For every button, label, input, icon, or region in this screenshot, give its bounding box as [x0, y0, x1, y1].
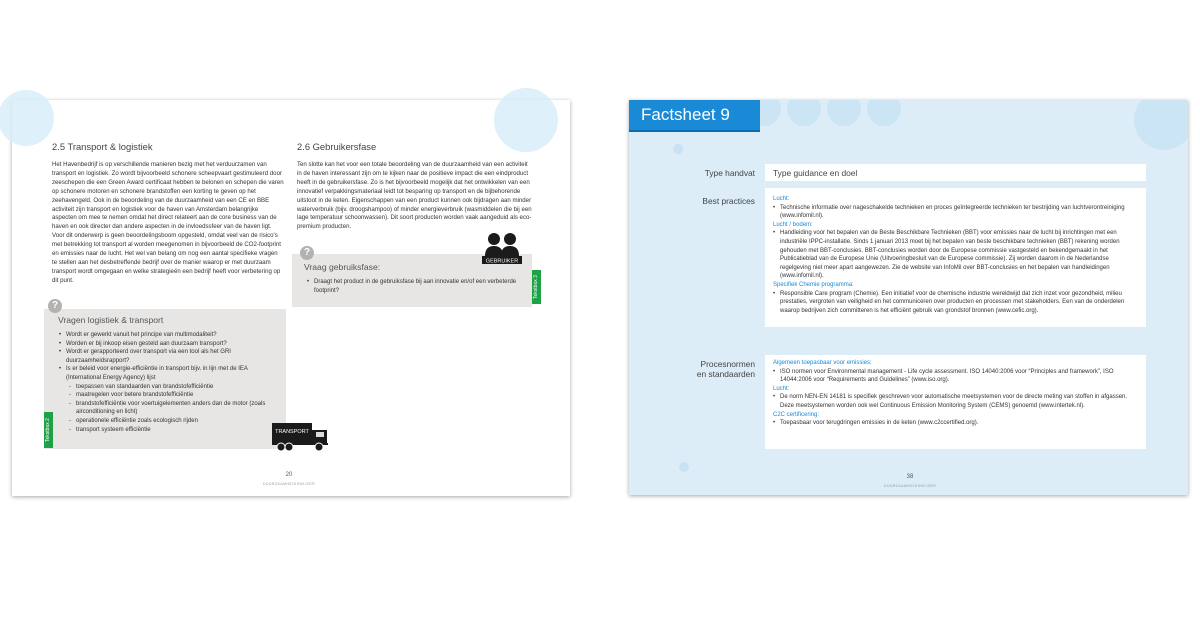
best-practices-content	[773, 195, 1139, 315]
left-page	[12, 100, 570, 496]
footer-brand: DUURZAAMHEIDSWIJZER	[262, 482, 316, 486]
textbox-tab: Tekstbox 2	[44, 412, 53, 448]
procesnormen-label	[649, 359, 755, 379]
section-body: Het Havenbedrijf is op verschillende manieren bezig met het verduurzamen van transport en logistiek. Zo wordt bijvoorbeeld schonere scheepvaart gestimuleerd door zeeschepen die een Green Award certificaat hebben te belonen en schepen die varen op schonere motoren en schonere brandstoffen een korting te geven op het zeehavengeld. Ook in de beoordeling van de duurzaamheid van een CE en BBE activiteit zijn transport en logistiek voor de haven van Amsterdam belangrijke aspecten om mee te nemen omdat het direct relateert aan de core business van de haven en ook directer dan andere aspecten in de invloedssfeer van de haven ligt. Voor dit onderwerp is geen beoordelingsboom opgesteld, omdat veel van de risico's met betrekking tot transport al worden meegenomen in bijvoorbeeld de CO2-footprint en emissies naar de lucht. Het wel van belang om nog een aantal specifieke vragen te stellen aan het desbetreffende bedrijf over de manier waarop er met duurzaam transport wordt omgegaan en welke strategieën een bedrijf heeft voor verbetering op dit punt.	[52, 161, 284, 284]
decorative-circle	[827, 100, 861, 126]
question-icon: ?	[300, 246, 314, 260]
type-label: Type handvat	[704, 168, 755, 178]
subheading: Algemeen toepasbaar voor emissies:	[773, 360, 872, 366]
list-item: - toepassen van standaarden van brandstofefficiëntie	[58, 383, 280, 392]
section-title: 2.6 Gebruikersfase	[297, 141, 377, 152]
list-item: • Wordt er gewerkt vanuit het principe van multimodaliteit?	[58, 331, 280, 340]
question-list	[306, 278, 524, 295]
box-title: Vragen logistiek & transport	[58, 315, 164, 325]
pin-icon	[679, 462, 689, 472]
bullet-item: • ISO normen voor Environmental management - Life cycle assessment. ISO 14040:2006 voor “Principles and framework”, ISO 14044:2006 voor “Requirements and Guidelines” (www.iso.org).	[773, 368, 1139, 385]
right-page	[629, 100, 1188, 495]
bullet-item: • Toepasbaar voor terugdringen emissies in de keten (www.c2ccertified.org).	[773, 419, 1139, 428]
subheading: Lucht:	[773, 196, 790, 202]
procesnormen-label-line1: Procesnormen	[700, 359, 755, 369]
textbox-tab: Tekstbox 3	[532, 270, 541, 304]
bullet-item: • De norm NEN-EN 14181 is specifiek geschreven voor automatische meetsystemen voor de directe meting van stoffen in afgassen. Deze meetsystemen worden ook wel Continuous Emission Monitoring System (CEMS) genoemd (www.intertek.nl).	[773, 393, 1139, 410]
list-item: - maatregelen voor betere brandstofefficiëntie	[58, 391, 280, 400]
bullet-item: • Handleiding voor het bepalen van de Beste Beschikbare Technieken (BBT) voor emissies naar de lucht bij inrichtingen met een industriële IPPC-installatie. Sinds 1 januari 2013 moet bij het bepalen van beste beschikbare technieken (BBT) rekening worden gehouden met BBT-conclusies. BBT-conclusies worden door de Europese commissie vastgesteld en bekendgemaakt in het Publicatieblad van de Europese Unie (Uitvoeringbesluit van de Europese commissie). Zij worden daarom in de Nederlandse regelgeving niet meer apart aangewezen. Zie de website van InfoMil over BBT-conclusies en het bepalen van handleidingen (www.infomil.nl).	[773, 229, 1139, 281]
list-item: - operationele efficiëntie zoals ecologisch rijden	[58, 417, 280, 426]
subheading: Lucht / bodem:	[773, 221, 813, 228]
factsheet-header: Factsheet 9	[629, 100, 760, 130]
truck-label: TRANSPORT	[275, 429, 309, 435]
list-item: - brandstofefficiëntie voor voertuigelementen anders dan de motor (zoals airconditioning en licht)	[58, 400, 280, 417]
section-gebruikersfase	[297, 141, 532, 232]
type-value: Type guidance en doel	[773, 168, 858, 178]
users-icon	[480, 230, 524, 266]
transport-truck-icon	[271, 420, 331, 452]
section-body: Ten slotte kan het voor een totale beoordeling van de duurzaamheid van een activiteit in de haven interessant zijn om te kijken naar de positieve impact die een eindproduct heeft in de gebruikersfase. Zo is het bijvoorbeeld mogelijk dat het ontwikkelen van een innovatief verpakkingsmateriaal leidt tot besparing op transport en de bijbehorende uitstoot in de keten. Eigenschappen van een product kunnen ook bijdragen aan minder waterverbruik (bijv. droogshampoo) of minder energieverbruik (wasmiddelen die bij een lage temperatuur schoonwassen). Dit soort producten worden vaak aangeduid als eco-premium producten.	[297, 161, 532, 231]
decorative-circle-left	[0, 90, 54, 146]
list-item: • Draagt het product in de gebruiksfase bij aan innovatie en/of een verbeterde footprint?	[306, 278, 524, 295]
list-item: • Wordt er gerapporteerd over transport via een tool als het GRI duurzaamheidsrapport?	[58, 348, 280, 365]
users-label: GEBRUIKER	[485, 258, 519, 265]
section-transport	[52, 141, 284, 286]
page-number: 38	[906, 474, 914, 480]
list-item: - transport systeem efficiëntie	[58, 426, 280, 435]
question-list	[58, 331, 280, 434]
best-practices-label: Best practices	[702, 196, 755, 206]
page-number: 20	[285, 472, 293, 478]
pin-icon	[673, 144, 683, 154]
bullet-item: • Responsible Care program (Chemie). Een initiatief voor de chemische industrie wereldwijd dat zich inzet voor gezondheid, milieu prestaties, vergroten van veiligheid en het communiceren over producten en processen met stakeholders. Een van de onderdelen waarop bedrijven zich committeren is het efficiënt gebruik van grondstof bronnen (www.cefic.org).	[773, 290, 1139, 316]
question-box-transport	[44, 300, 286, 449]
procesnormen-label-line2: en standaarden	[696, 369, 755, 379]
section-title: 2.5 Transport & logistiek	[52, 141, 153, 152]
header-strip	[629, 130, 760, 132]
subheading: C2C certificering:	[773, 411, 820, 418]
decorative-circle	[787, 100, 821, 126]
list-item: (International Energy Agency) lijst	[66, 374, 156, 381]
subheading: Specifiek Chemie programma:	[773, 281, 854, 288]
list-item: • Is er beleid voor energie-efficiëntie in transport bijv. in lijn met de IEA	[58, 365, 280, 374]
box-title: Vraag gebruiksfase:	[304, 262, 381, 272]
decorative-circle	[1134, 100, 1188, 150]
decorative-circle	[867, 100, 901, 126]
procesnormen-content	[773, 359, 1139, 428]
bullet-item: • Technische informatie over nageschakelde technieken en proces geïntegreerde technieken ter bestrijding van luchtverontreiniging (www.infomil.nl).	[773, 204, 1139, 221]
subheading: Lucht:	[773, 385, 790, 392]
question-icon: ?	[48, 299, 62, 313]
list-item: • Worden er bij inkoop eisen gesteld aan duurzaam transport?	[58, 340, 280, 349]
footer-brand: DUURZAAMHEIDSWIJZER	[883, 484, 937, 488]
